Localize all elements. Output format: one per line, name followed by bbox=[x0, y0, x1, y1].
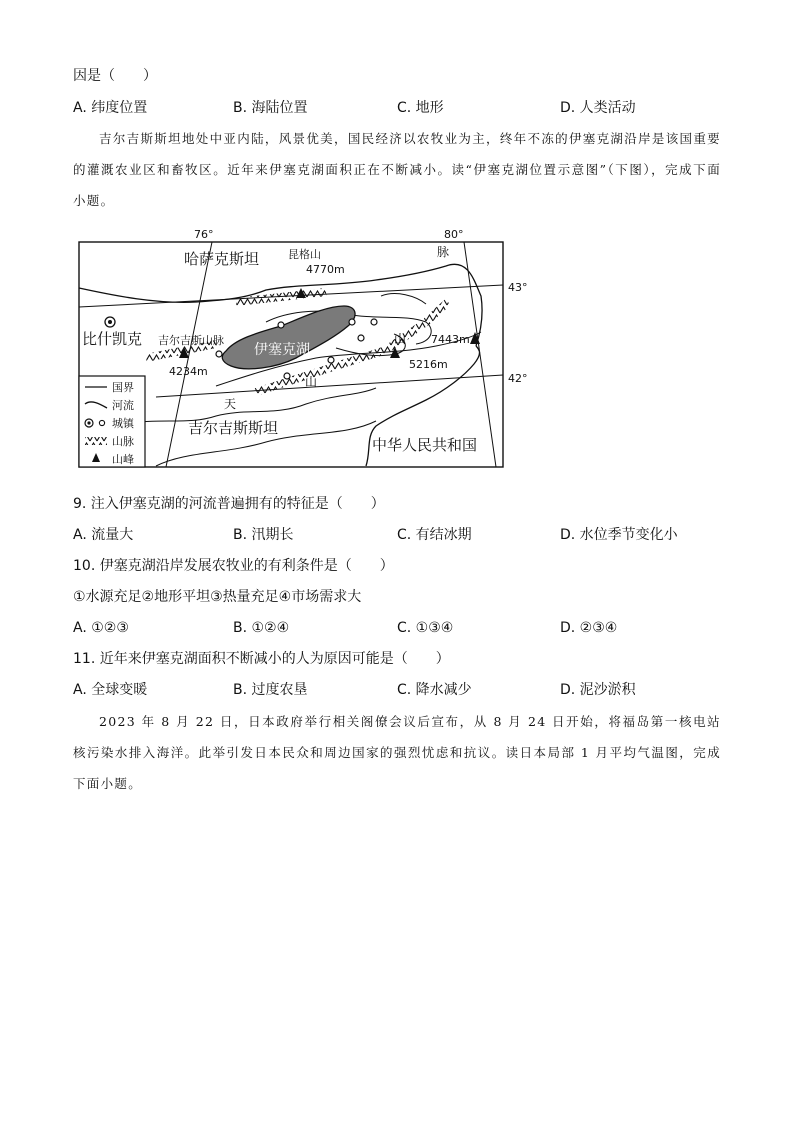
town-marker bbox=[284, 373, 290, 379]
town-marker bbox=[328, 357, 334, 363]
label-kazakhstan: 哈萨克斯坦 bbox=[184, 250, 260, 268]
q9-option-a[interactable]: A. 流量大 bbox=[73, 527, 134, 543]
town-marker bbox=[358, 335, 364, 341]
lat-label-42: 42° bbox=[508, 372, 528, 385]
label-kunge-elev: 4770m bbox=[306, 263, 345, 276]
label-kyrgyz-range: 吉尔吉斯山脉 bbox=[158, 334, 224, 347]
legend-city-dot bbox=[87, 421, 90, 424]
q8-option-c[interactable]: C. 地形 bbox=[397, 100, 444, 116]
legend-border: 国界 bbox=[112, 381, 134, 394]
label-bishkek: 比什凯克 bbox=[82, 330, 143, 348]
q10-stem: 10. 伊塞克湖沿岸发展农牧业的有利条件是（ ） bbox=[73, 558, 394, 574]
legend-range: 山脉 bbox=[112, 435, 134, 448]
label-kyrgyzstan: 吉尔吉斯斯坦 bbox=[188, 419, 279, 437]
q9-option-b[interactable]: B. 汛期长 bbox=[233, 527, 294, 543]
legend-river: 河流 bbox=[112, 399, 134, 412]
q9-option-c[interactable]: C. 有结冰期 bbox=[397, 527, 472, 543]
label-tianshan-shan1: 山 bbox=[305, 375, 318, 389]
q11-option-c[interactable]: C. 降水减少 bbox=[397, 682, 472, 698]
town-marker bbox=[278, 322, 284, 328]
q10-option-d[interactable]: D. ②③④ bbox=[560, 620, 618, 636]
legend-town-symbol bbox=[99, 420, 104, 425]
label-peak-west-elev: 4234m bbox=[169, 365, 208, 378]
legend-peak: 山峰 bbox=[112, 453, 134, 466]
lon-label-76: 76° bbox=[194, 228, 214, 241]
label-peak-east-elev: 7443m bbox=[431, 333, 470, 346]
label-peak-mid-elev: 5216m bbox=[409, 358, 448, 371]
label-tianshan-shan2: 山 bbox=[394, 332, 407, 346]
town-marker bbox=[349, 319, 355, 325]
city-bishkek-dot bbox=[108, 320, 112, 324]
lake-label: 伊塞克湖 bbox=[254, 342, 310, 358]
q10-option-c[interactable]: C. ①③④ bbox=[397, 620, 454, 636]
q8-option-b[interactable]: B. 海陆位置 bbox=[233, 100, 308, 116]
q11-option-a[interactable]: A. 全球变暖 bbox=[73, 682, 148, 698]
legend-town: 城镇 bbox=[112, 417, 134, 430]
q11-option-b[interactable]: B. 过度农垦 bbox=[233, 682, 308, 698]
passage-fukushima bbox=[73, 706, 721, 799]
q10-option-a[interactable]: A. ①②③ bbox=[73, 620, 129, 636]
lat-label-43-outer: 43° bbox=[508, 281, 528, 294]
town-marker bbox=[371, 319, 377, 325]
lon-label-80: 80° bbox=[444, 228, 464, 241]
q8-option-d[interactable]: D. 人类活动 bbox=[560, 100, 636, 116]
q11-option-d[interactable]: D. 泥沙淤积 bbox=[560, 682, 636, 698]
q8-option-a[interactable]: A. 纬度位置 bbox=[73, 100, 148, 116]
q9-option-d[interactable]: D. 水位季节变化小 bbox=[560, 527, 678, 543]
town-marker bbox=[216, 351, 222, 357]
q10-conditions: ①水源充足②地形平坦③热量充足④市场需求大 bbox=[73, 589, 362, 605]
q11-stem: 11. 近年来伊塞克湖面积不断减小的人为原因可能是（ ） bbox=[73, 651, 450, 667]
q9-stem: 9. 注入伊塞克湖的河流普遍拥有的特征是（ ） bbox=[73, 496, 385, 512]
label-china: 中华人民共和国 bbox=[372, 436, 478, 454]
label-tianshan-mai: 脉 bbox=[437, 245, 450, 259]
label-kunge: 昆格山 bbox=[288, 248, 321, 261]
passage-fukushima-text: 2023 年 8 月 22 日，日本政府举行相关阁僚会议后宣布，从 8 月 24 日开始，将福岛第一核电站核污染水排入海洋。此举引发日本民众和周边国家的强烈忧虑和抗议。读日本局部 1 月平均气温图，完成下面小题。 bbox=[73, 714, 721, 791]
issyk-kul-location-map bbox=[76, 226, 506, 476]
q8-stem-tail: 因是（ ） bbox=[73, 68, 157, 84]
q10-option-b[interactable]: B. ①②④ bbox=[233, 620, 290, 636]
label-tianshan-tian: 天 bbox=[224, 397, 237, 411]
passage-issyk-kul bbox=[73, 123, 721, 216]
passage-issyk-kul-text: 吉尔吉斯斯坦地处中亚内陆，风景优美，国民经济以农牧业为主，终年不冻的伊塞克湖沿岸是该国重要的灌溉农业区和畜牧区。近年来伊塞克湖面积正在不断减小。读“伊塞克湖位置示意图”（下图），完成下面小题。 bbox=[73, 131, 721, 208]
